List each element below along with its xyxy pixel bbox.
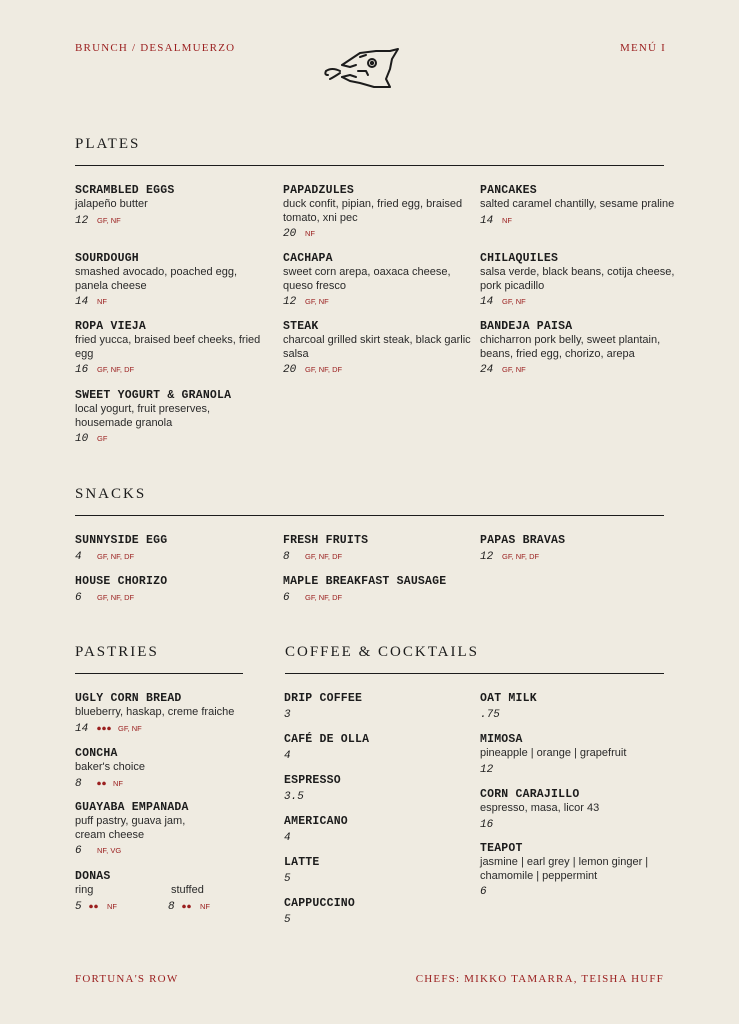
menu-item <box>284 856 479 886</box>
item-name: BANDEJA PAISA <box>480 320 573 333</box>
item-name: MAPLE BREAKFAST SAUSAGE <box>283 575 447 588</box>
menu-item <box>284 815 479 845</box>
item-name: MIMOSA <box>480 733 523 746</box>
item-price: 14 <box>480 296 494 309</box>
item-tags: GF, NF, DF <box>502 552 540 561</box>
item-price: 5 <box>75 901 82 913</box>
item-name: GUAYABA EMPANADA <box>75 801 189 814</box>
item-desc: sweet corn arepa, oaxaca cheese, queso fresco <box>283 266 451 292</box>
item-tags: GF, NF <box>118 723 142 733</box>
item-price: 3 <box>284 709 291 721</box>
item-name: STEAK <box>283 320 319 333</box>
menu-item <box>480 788 675 832</box>
item-price: 8 <box>75 777 82 790</box>
item-price: 5 <box>284 873 291 885</box>
menu-item <box>284 692 479 722</box>
item-price: 6 <box>480 886 487 899</box>
item-desc: salsa verde, black beans, cotija cheese, pork picadillo <box>480 266 675 292</box>
item-price: 12 <box>480 763 494 776</box>
item-tags: GF, NF, DF <box>97 365 135 375</box>
item-desc: chicharron pork belly, sweet plantain, beans, fried egg, chorizo, arepa <box>480 334 661 360</box>
menu-item <box>284 733 479 763</box>
item-desc: jasmine | earl grey | lemon ginger | chamomile | peppermint <box>480 856 649 882</box>
item-price: 5 <box>284 914 291 926</box>
item-desc: puff pastry, guava jam, cream cheese <box>75 815 186 841</box>
item-price: 3.5 <box>284 791 304 803</box>
item-name: CONCHA <box>75 747 118 760</box>
menu-item <box>75 320 270 377</box>
item-desc: salted caramel chantilly, sesame praline <box>480 198 675 210</box>
item-name: DRIP COFFEE <box>284 692 363 705</box>
menu-item <box>480 320 675 377</box>
item-desc: charcoal grilled skirt steak, black garlic salsa <box>283 334 471 360</box>
item-name: CORN CARAJILLO <box>480 788 580 801</box>
item-name: LATTE <box>284 856 320 869</box>
item-tags: NF <box>113 778 123 788</box>
menu-item <box>480 534 675 564</box>
header-right: MENÚ I <box>620 42 667 54</box>
divider <box>75 515 664 516</box>
item-desc: pineapple | orange | grapefruit <box>480 747 627 759</box>
menu-item <box>75 575 270 605</box>
item-tags: GF, NF, DF <box>305 365 343 375</box>
item-price: 6 <box>283 592 290 604</box>
menu-item <box>75 747 255 791</box>
menu-item <box>75 252 270 309</box>
divider <box>75 673 243 674</box>
item-name: PANCAKES <box>480 184 537 197</box>
section-title-coffee: COFFEE & COCKTAILS <box>285 644 479 660</box>
item-name: SCRAMBLED EGGS <box>75 184 175 197</box>
item-price: 14 <box>480 214 494 227</box>
menu-item <box>75 534 270 564</box>
item-price: 16 <box>75 364 89 377</box>
allergen-icon: ⏺⏺ <box>182 902 192 911</box>
item-tags: NF <box>305 229 315 239</box>
item-tags: GF, NF <box>305 297 329 307</box>
item-name: SWEET YOGURT & GRANOLA <box>75 389 232 402</box>
item-tags: GF <box>97 434 108 444</box>
item-price: 4 <box>284 750 291 762</box>
item-tags: GF, NF, DF <box>97 593 135 602</box>
menu-item <box>283 575 473 605</box>
item-name: CAPPUCCINO <box>284 897 356 910</box>
item-desc: local yogurt, fruit preserves, housemade granola <box>75 403 211 429</box>
section-title-pastries: PASTRIES <box>75 644 159 660</box>
item-price: 12 <box>283 296 297 309</box>
menu-item <box>284 774 479 804</box>
item-tags: GF, NF <box>97 215 121 225</box>
divider <box>285 673 664 674</box>
item-price: 4 <box>284 832 291 844</box>
menu-item <box>480 184 675 228</box>
menu-item <box>283 534 478 564</box>
item-price: 20 <box>283 228 297 241</box>
item-price: 8 <box>168 901 175 913</box>
menu-item-donas <box>75 870 255 912</box>
item-tags: NF <box>97 297 107 307</box>
item-price: 12 <box>480 551 494 563</box>
donas-ring-label: ring <box>75 884 94 896</box>
item-desc: smashed avocado, poached egg, panela cheese <box>75 266 238 292</box>
item-desc: jalapeño butter <box>75 198 148 210</box>
item-price: .75 <box>480 709 500 721</box>
item-name: PAPAS BRAVAS <box>480 534 566 547</box>
item-price: 4 <box>75 551 82 563</box>
menu-item <box>283 252 478 309</box>
item-name: DONAS <box>75 870 111 883</box>
menu-item <box>75 692 255 736</box>
item-tags: GF, NF <box>502 297 526 307</box>
item-tags: NF <box>107 902 117 911</box>
section-title-plates: PLATES <box>75 136 141 152</box>
allergen-icon: ⏺⏺ <box>89 902 99 911</box>
item-name: ROPA VIEJA <box>75 320 147 333</box>
item-tags: NF, VG <box>97 846 122 856</box>
item-price: 12 <box>75 214 89 227</box>
item-tags: GF, NF, DF <box>97 552 135 561</box>
header-left: BRUNCH / DESALMUERZO <box>75 42 236 54</box>
menu-item <box>283 184 478 241</box>
item-price: 14 <box>75 722 89 735</box>
item-desc: blueberry, haskap, creme fraiche <box>75 706 235 718</box>
item-desc: baker's choice <box>75 761 145 773</box>
item-price: 14 <box>75 296 89 309</box>
jaguar-head-icon <box>320 45 400 95</box>
menu-item <box>75 184 270 228</box>
footer-left: FORTUNA'S ROW <box>75 973 179 985</box>
item-name: PAPADZULES <box>283 184 355 197</box>
item-tags: GF, NF, DF <box>305 552 343 561</box>
menu-item <box>284 897 479 927</box>
menu-item <box>480 252 675 309</box>
item-desc: duck confit, pipian, fried egg, braised tomato, xni pec <box>283 198 463 224</box>
item-desc: espresso, masa, licor 43 <box>480 802 600 814</box>
item-name: ESPRESSO <box>284 774 341 787</box>
menu-item <box>480 692 675 722</box>
item-price: 20 <box>283 364 297 377</box>
menu-item <box>283 320 478 377</box>
item-name: FRESH FRUITS <box>283 534 369 547</box>
divider <box>75 165 664 166</box>
item-price: 8 <box>283 551 290 563</box>
item-name: CAFÉ DE OLLA <box>284 733 370 746</box>
item-name: SOURDOUGH <box>75 252 139 265</box>
item-price: 10 <box>75 433 89 446</box>
item-name: OAT MILK <box>480 692 537 705</box>
item-desc: fried yucca, braised beef cheeks, fried egg <box>75 334 261 360</box>
footer-right: CHEFS: MIKKO TAMARRA, TEISHA HUFF <box>415 973 664 985</box>
section-title-snacks: SNACKS <box>75 486 147 502</box>
item-name: SUNNYSIDE EGG <box>75 534 168 547</box>
item-price: 16 <box>480 818 494 831</box>
item-price: 6 <box>75 592 82 604</box>
item-name: CHILAQUILES <box>480 252 559 265</box>
item-tags: NF <box>200 902 210 911</box>
allergen-icon: ⏺⏺ <box>97 778 107 788</box>
menu-item <box>480 842 675 899</box>
donas-stuffed-label: stuffed <box>171 884 204 896</box>
item-name: HOUSE CHORIZO <box>75 575 168 588</box>
item-tags: NF <box>502 215 512 225</box>
item-price: 6 <box>75 845 82 858</box>
item-tags: GF, NF, DF <box>305 593 343 602</box>
menu-item <box>75 801 215 858</box>
item-name: AMERICANO <box>284 815 348 828</box>
menu-item <box>480 733 675 777</box>
menu-item <box>75 389 275 446</box>
item-name: UGLY CORN BREAD <box>75 692 182 705</box>
item-name: TEAPOT <box>480 842 523 855</box>
allergen-icon: ⏺⏺⏺ <box>97 723 112 733</box>
item-name: CACHAPA <box>283 252 333 265</box>
item-tags: GF, NF <box>502 365 526 375</box>
item-price: 24 <box>480 364 494 377</box>
